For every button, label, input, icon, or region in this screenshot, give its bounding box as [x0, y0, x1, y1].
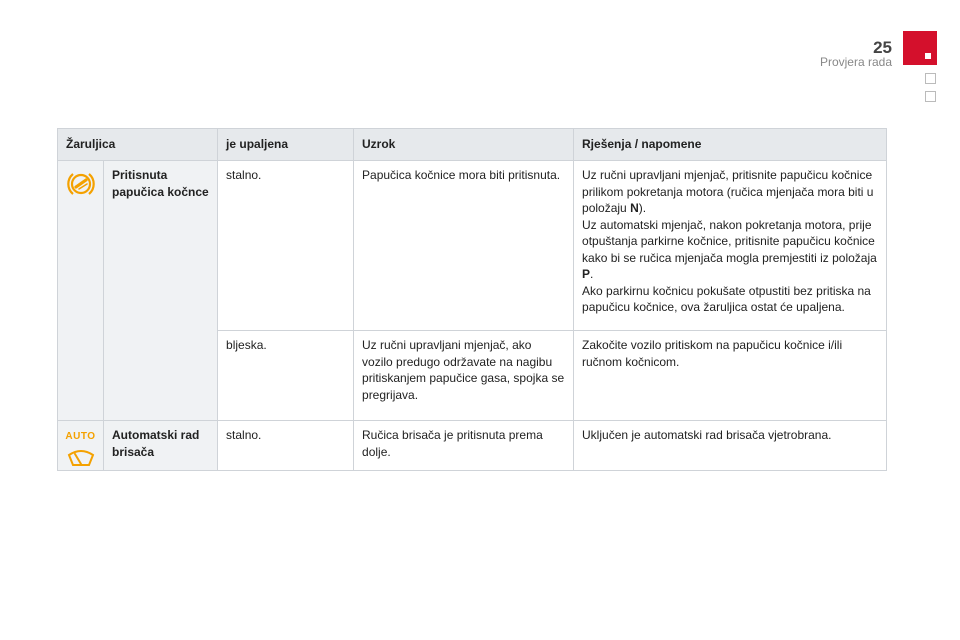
- lamp-cause: Uz ručni upravljani mjenjač, ako vozilo predugo održavate na nagibu pritiskanjem papučice gasa, spojka se pregrijava.: [354, 331, 574, 421]
- column-header-lamp: Žaruljica: [58, 129, 218, 161]
- column-header-cause: Uzrok: [354, 129, 574, 161]
- lamp-icon-cell: [58, 421, 104, 471]
- lamp-state: bljeska.: [218, 331, 354, 421]
- column-header-state: je upaljena: [218, 129, 354, 161]
- lamp-solution: [574, 161, 887, 331]
- table-row: [58, 421, 887, 471]
- lamp-solution: Zakočite vozilo pritiskom na papučicu kočnice i/ili ručnom kočnicom.: [574, 331, 887, 421]
- warning-lamps-table: [57, 128, 887, 471]
- section-title: Provjera rada: [819, 55, 892, 69]
- solution-text: Ako parkirnu kočnicu pokušate otpustiti bez pritiska na papučicu kočnice, ova žaruljica ostat će upaljena.: [582, 283, 871, 314]
- column-header-solution: Rješenja / napomene: [574, 129, 887, 161]
- lamp-solution: Uključen je automatski rad brisača vjetrobrana.: [574, 421, 887, 471]
- page-number: 25: [873, 38, 892, 57]
- solution-text: Uz ručni upravljani mjenjač, pritisnite papučicu kočnice prilikom pokretanja motora (ručica mjenjača mora biti u položaju: [582, 168, 874, 215]
- lamp-cause: Papučica kočnice mora biti pritisnuta.: [354, 161, 574, 331]
- gear-position-n: N: [630, 201, 639, 215]
- lamp-name: Pritisnuta papučica kočnce: [104, 161, 218, 421]
- solution-text: .: [590, 267, 594, 281]
- tab-marker-icon: [925, 53, 931, 59]
- solution-text: Uz automatski mjenjač, nakon pokretanja motora, prije otpuštanja parkirne kočnice, pritisnite papučicu kočnice kako bi se ručica mjenjača mogla premjestiti iz položaja: [582, 217, 877, 265]
- brake-pedal-warning-icon: [66, 169, 96, 199]
- table-row: [58, 161, 887, 331]
- auto-wiper-icon: [66, 447, 96, 467]
- lamp-icon-cell: [58, 161, 104, 421]
- gear-position-p: P: [582, 267, 591, 281]
- auto-label: AUTO: [65, 431, 96, 442]
- table-header-row: [58, 129, 887, 161]
- section-tab-active[interactable]: [903, 31, 937, 65]
- section-tab[interactable]: [925, 73, 936, 84]
- lamp-cause: Ručica brisača je pritisnuta prema dolje.: [354, 421, 574, 471]
- lamp-state: stalno.: [218, 421, 354, 471]
- solution-text: ).: [638, 201, 647, 215]
- lamp-name: Automatski rad brisača: [104, 421, 218, 471]
- lamp-state: stalno.: [218, 161, 354, 331]
- section-tab[interactable]: [925, 91, 936, 102]
